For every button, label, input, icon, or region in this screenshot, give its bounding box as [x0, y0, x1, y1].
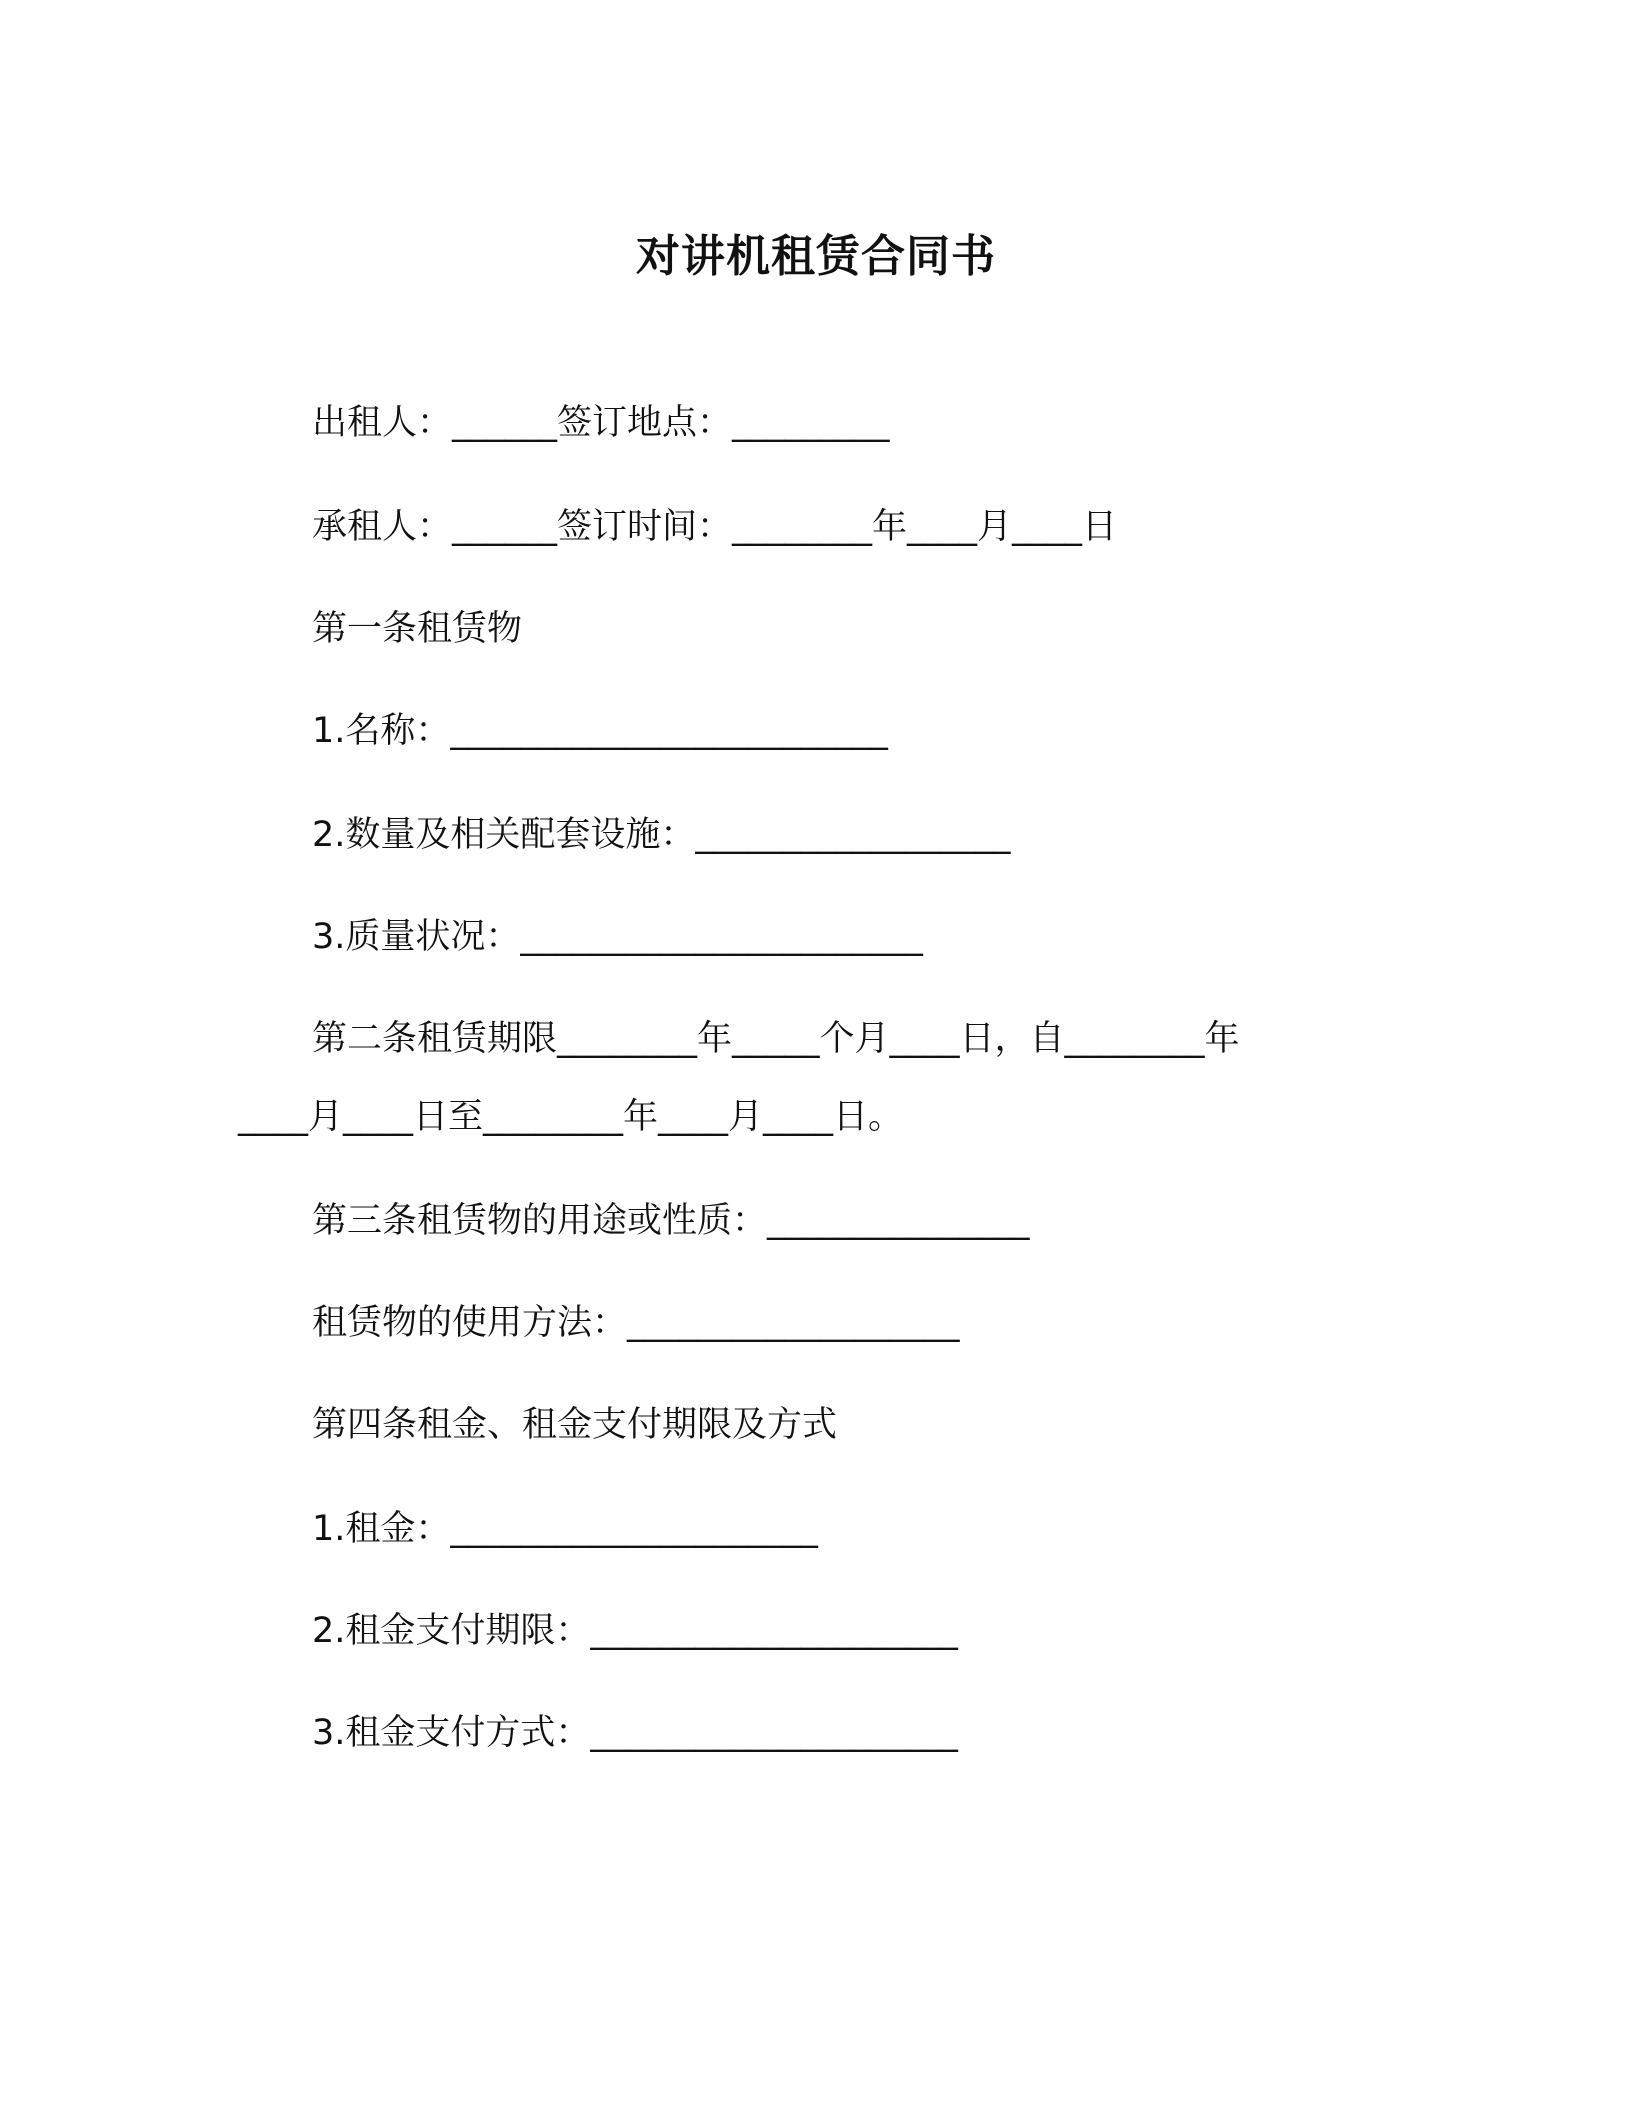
- article-2-line: 第二条租赁期限________年_____个月____日，自________年: [312, 1019, 1240, 1059]
- article-4-heading: 第四条租金、租金支付期限及方式: [312, 1405, 838, 1445]
- article-1-heading: 第一条租赁物: [312, 609, 523, 649]
- lessor-line: 出租人：______签订地点：_________: [312, 403, 890, 443]
- item-quantity-line: 2.数量及相关配套设施：__________________: [312, 815, 1011, 855]
- rent-payment-period-line: 2.租金支付期限：_____________________: [312, 1611, 958, 1651]
- document-title: 对讲机租赁合同书: [636, 231, 996, 282]
- rent-line: 1.租金：_____________________: [312, 1509, 818, 1549]
- rent-payment-method-line: 3.租金支付方式：_____________________: [312, 1713, 958, 1753]
- article-3-line: 第三条租赁物的用途或性质：_______________: [312, 1201, 1030, 1241]
- lessee-line: 承租人：______签订时间：________年____月____日: [312, 507, 1118, 547]
- item-name-line: 1.名称：_________________________: [312, 711, 888, 751]
- article-2-continuation: ____月____日至________年____月____日。: [238, 1097, 904, 1137]
- item-quality-line: 3.质量状况：_______________________: [312, 917, 923, 957]
- usage-method-line: 租赁物的使用方法：___________________: [312, 1303, 960, 1343]
